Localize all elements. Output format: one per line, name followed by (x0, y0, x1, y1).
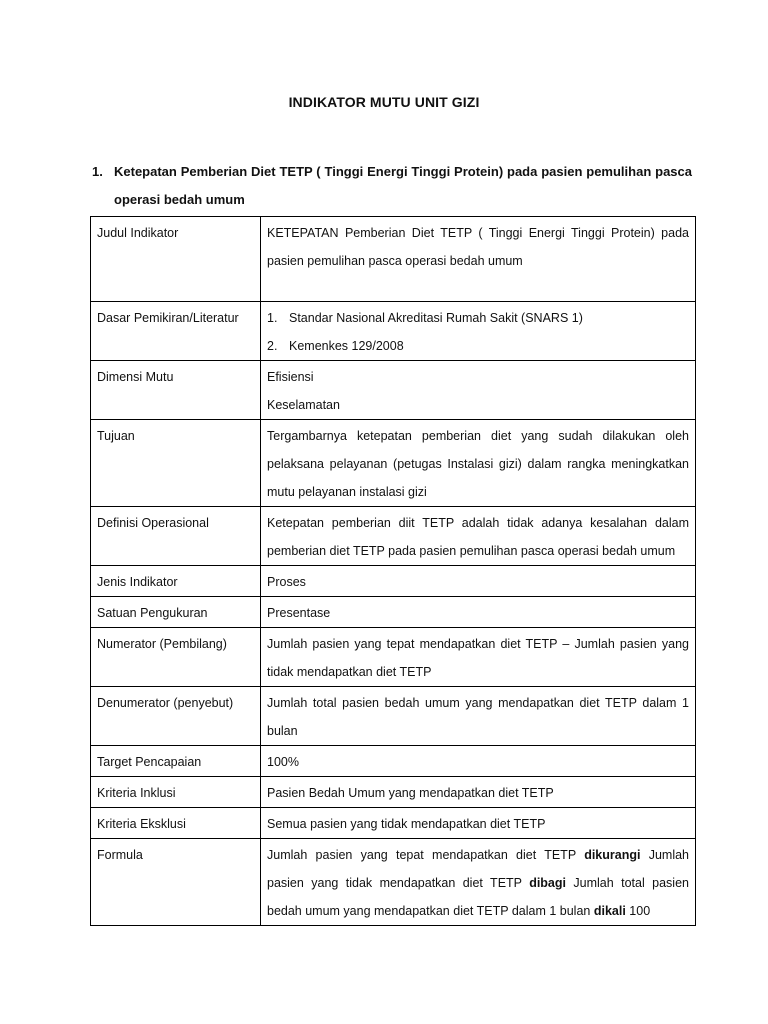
row-value-dasar (261, 302, 696, 361)
row-label-numerator: Numerator (Pembilang) (91, 628, 261, 687)
row-label-tujuan: Tujuan (91, 420, 261, 507)
formula-operator: dibagi (529, 876, 566, 890)
row-value-dimensi (261, 361, 696, 420)
list-item-number: 2. (267, 339, 278, 353)
table-row (91, 302, 696, 361)
section-number: 1. (92, 164, 103, 179)
list-item-number: 1. (267, 311, 278, 325)
table-row (91, 420, 696, 507)
table-row (91, 628, 696, 687)
formula-text: Jumlah pasien yang tidak mendapatkan diet TETP (267, 848, 689, 890)
row-label-dimensi: Dimensi Mutu (91, 361, 261, 420)
row-label-satuan: Satuan Pengukuran (91, 597, 261, 628)
row-label-target: Target Pencapaian (91, 746, 261, 777)
row-value-formula (261, 839, 696, 926)
table-row (91, 808, 696, 839)
formula-operator: dikurangi (584, 848, 641, 862)
section-heading-text: Ketepatan Pemberian Diet TETP ( Tinggi Energi Tinggi Protein) pada pasien pemulihan pasca operasi bedah umum (114, 164, 692, 207)
row-value-jenis: Proses (261, 566, 696, 597)
formula-text: 100 (625, 904, 651, 918)
row-label-denumerator: Denumerator (penyebut) (91, 687, 261, 746)
table-row (91, 217, 696, 302)
row-value-eksklusi: Semua pasien yang tidak mendapatkan diet TETP (261, 808, 696, 839)
row-label-dasar: Dasar Pemikiran/Literatur (91, 302, 261, 361)
row-label-definisi: Definisi Operasional (91, 507, 261, 566)
row-value-tujuan: Tergambarnya ketepatan pemberian diet yang sudah dilakukan oleh pelaksana pelayanan (petugas Instalasi gizi) dalam rangka meningkatkan mutu pelayanan instalasi gizi (261, 420, 696, 507)
section-heading (92, 158, 692, 214)
row-label-formula: Formula (91, 839, 261, 926)
table-row (91, 597, 696, 628)
row-value-inklusi: Pasien Bedah Umum yang mendapatkan diet TETP (261, 777, 696, 808)
formula-operator: dikali (593, 904, 626, 918)
table-row (91, 361, 696, 420)
list-item (267, 332, 689, 360)
list-item (267, 304, 689, 332)
row-label-judul: Judul Indikator (91, 217, 261, 302)
formula-text: Jumlah pasien yang tepat mendapatkan diet TETP (267, 848, 585, 862)
formula-text: Jumlah total pasien bedah umum yang mendapatkan diet TETP dalam 1 bulan (267, 876, 689, 918)
list-item: Efisiensi (267, 370, 314, 384)
list-item: Keselamatan (267, 398, 340, 412)
row-value-denumerator: Jumlah total pasien bedah umum yang mendapatkan diet TETP dalam 1 bulan (261, 687, 696, 746)
table-row (91, 687, 696, 746)
table-row (91, 507, 696, 566)
row-value-definisi: Ketepatan pemberian diit TETP adalah tidak adanya kesalahan dalam pemberian diet TETP pada pasien pemulihan pasca operasi bedah umum (261, 507, 696, 566)
row-label-inklusi: Kriteria Inklusi (91, 777, 261, 808)
row-value-satuan: Presentase (261, 597, 696, 628)
row-value-judul: KETEPATAN Pemberian Diet TETP ( Tinggi Energi Tinggi Protein) pada pasien pemulihan pasca operasi bedah umum (261, 217, 696, 302)
list-item-text: Kemenkes 129/2008 (289, 339, 404, 353)
indicator-table (90, 216, 696, 926)
page-title: INDIKATOR MUTU UNIT GIZI (288, 94, 480, 110)
row-value-numerator: Jumlah pasien yang tepat mendapatkan diet TETP – Jumlah pasien yang tidak mendapatkan diet TETP (261, 628, 696, 687)
row-label-eksklusi: Kriteria Eksklusi (91, 808, 261, 839)
row-label-jenis: Jenis Indikator (91, 566, 261, 597)
table-row (91, 839, 696, 926)
table-row (91, 566, 696, 597)
list-item-text: Standar Nasional Akreditasi Rumah Sakit (SNARS 1) (289, 311, 583, 325)
table-row (91, 777, 696, 808)
table-row (91, 746, 696, 777)
row-value-target: 100% (261, 746, 696, 777)
